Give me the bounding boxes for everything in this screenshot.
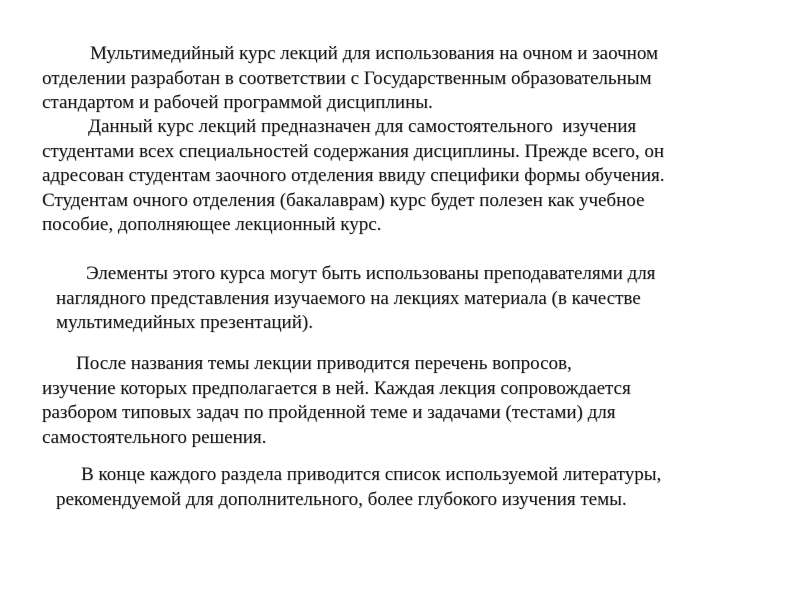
paragraph-usage [56, 262, 655, 336]
text-line: отделении разработан в соответствии с Государственным образовательным [42, 67, 652, 89]
text-line: Данный курс лекций предназначен для самостоятельного изучения [88, 116, 637, 137]
text-line: После названия темы лекции приводится перечень вопросов, [76, 353, 572, 374]
paragraph-purpose [42, 115, 665, 238]
text-line: студентами всех специальностей содержания дисциплины. Прежде всего, он [42, 140, 665, 162]
text-line: Мультимедийный курс лекций для использования на очном и заочном [90, 43, 659, 64]
text-line: стандартом и рабочей программой дисциплины. [42, 92, 433, 113]
text-line: Элементы этого курса могут быть использованы преподавателями для [86, 263, 656, 284]
text-line: рекомендуемой для дополнительного, более глубокого изучения темы. [56, 488, 627, 510]
paragraph-literature [56, 463, 661, 512]
text-line: наглядного представления изучаемого на лекциях материала (в качестве [56, 287, 641, 309]
text-line: разбором типовых задач по пройденной теме и задачами (тестами) для [42, 402, 616, 423]
text-line: самостоятельного решения. [42, 426, 267, 448]
text-line: мультимедийных презентаций). [56, 312, 313, 333]
text-line: пособие, дополняющее лекционный курс. [42, 214, 382, 235]
paragraph-structure [42, 352, 631, 450]
text-line: Студентам очного отделения (бакалаврам) курс будет полезен как учебное [42, 189, 645, 211]
text-line: изучение которых предполагается в ней. Каждая лекция сопровождается [42, 377, 631, 399]
text-line: В конце каждого раздела приводится список используемой литературы, [81, 464, 662, 485]
text-line: адресован студентам заочного отделения ввиду специфики формы обучения. [42, 165, 665, 186]
paragraph-intro [42, 42, 658, 116]
